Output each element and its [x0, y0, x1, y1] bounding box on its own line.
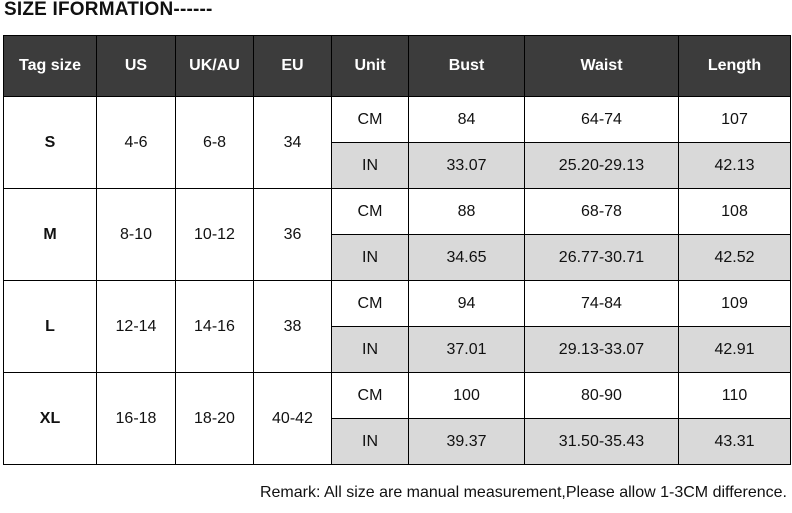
unit-cell: CM — [332, 373, 409, 419]
unit-cell: IN — [332, 235, 409, 281]
unit-cell: IN — [332, 143, 409, 189]
eu-size-cell: 34 — [254, 97, 332, 189]
uk-au-size-cell: 6-8 — [176, 97, 254, 189]
length-cell: 42.13 — [679, 143, 791, 189]
length-cell: 43.31 — [679, 419, 791, 465]
header-eu: EU — [254, 36, 332, 97]
header-row — [4, 36, 791, 97]
table-row — [4, 97, 791, 143]
waist-cell: 26.77-30.71 — [525, 235, 679, 281]
length-cell: 110 — [679, 373, 791, 419]
bust-cell: 94 — [409, 281, 525, 327]
bust-cell: 39.37 — [409, 419, 525, 465]
page-title: SIZE IFORMATION------ — [4, 0, 213, 20]
eu-size-cell: 36 — [254, 189, 332, 281]
bust-cell: 37.01 — [409, 327, 525, 373]
uk-au-size-cell: 14-16 — [176, 281, 254, 373]
remark-note: Remark: All size are manual measurement,Please allow 1-3CM difference. — [259, 484, 787, 501]
waist-cell: 25.20-29.13 — [525, 143, 679, 189]
eu-size-cell: 38 — [254, 281, 332, 373]
table-row — [4, 189, 791, 235]
length-cell: 108 — [679, 189, 791, 235]
us-size-cell: 12-14 — [97, 281, 176, 373]
unit-cell: CM — [332, 281, 409, 327]
length-cell: 42.52 — [679, 235, 791, 281]
waist-cell: 68-78 — [525, 189, 679, 235]
waist-cell: 74-84 — [525, 281, 679, 327]
waist-cell: 31.50-35.43 — [525, 419, 679, 465]
table-row — [4, 281, 791, 327]
waist-cell: 80-90 — [525, 373, 679, 419]
waist-cell: 29.13-33.07 — [525, 327, 679, 373]
us-size-cell: 4-6 — [97, 97, 176, 189]
length-cell: 42.91 — [679, 327, 791, 373]
bust-cell: 100 — [409, 373, 525, 419]
unit-cell: CM — [332, 189, 409, 235]
us-size-cell: 8-10 — [97, 189, 176, 281]
unit-cell: IN — [332, 419, 409, 465]
size-chart-table — [3, 35, 791, 465]
tag-size-cell: S — [4, 97, 97, 189]
tag-size-cell: L — [4, 281, 97, 373]
us-size-cell: 16-18 — [97, 373, 176, 465]
waist-cell: 64-74 — [525, 97, 679, 143]
table-row — [4, 373, 791, 419]
uk-au-size-cell: 10-12 — [176, 189, 254, 281]
length-cell: 107 — [679, 97, 791, 143]
tag-size-cell: XL — [4, 373, 97, 465]
header-tag-size: Tag size — [4, 36, 97, 97]
header-unit: Unit — [332, 36, 409, 97]
header-length: Length — [679, 36, 791, 97]
bust-cell: 33.07 — [409, 143, 525, 189]
length-cell: 109 — [679, 281, 791, 327]
header-bust: Bust — [409, 36, 525, 97]
bust-cell: 84 — [409, 97, 525, 143]
bust-cell: 88 — [409, 189, 525, 235]
uk-au-size-cell: 18-20 — [176, 373, 254, 465]
tag-size-cell: M — [4, 189, 97, 281]
bust-cell: 34.65 — [409, 235, 525, 281]
header-uk-au: UK/AU — [176, 36, 254, 97]
header-waist: Waist — [525, 36, 679, 97]
unit-cell: CM — [332, 97, 409, 143]
header-us: US — [97, 36, 176, 97]
eu-size-cell: 40-42 — [254, 373, 332, 465]
unit-cell: IN — [332, 327, 409, 373]
